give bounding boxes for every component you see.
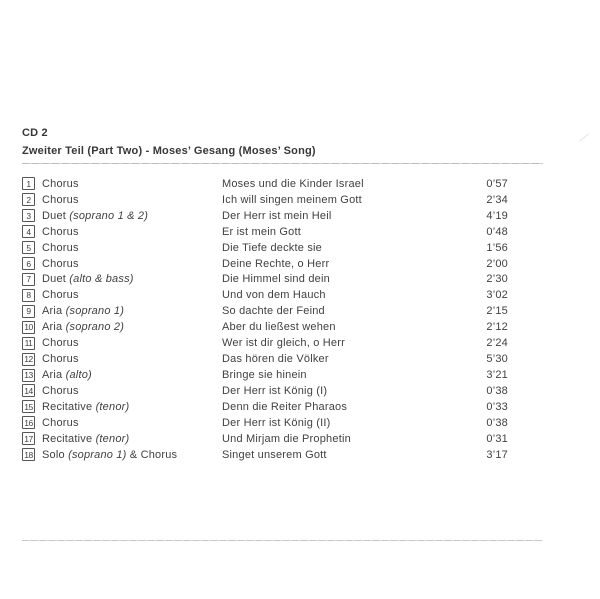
track-performers-voice: (alto) [65,369,92,382]
track-number-box [22,337,35,350]
track-number: 14 [24,385,33,396]
track-duration: 4’19 [486,209,508,222]
track-number-box [22,353,35,366]
track-duration: 1’56 [486,241,508,254]
track-duration: 3’17 [486,448,508,461]
track-title: Die Himmel sind dein [222,273,330,286]
track-row [22,351,508,367]
track-row [22,272,508,288]
track-duration: 2’15 [486,305,508,318]
track-performers-prefix: Chorus [42,353,79,366]
track-performers [42,401,222,413]
track-performers-prefix: Chorus [42,257,79,270]
track-performers-voice: (soprano 1) [65,305,125,318]
track-title: Ich will singen meinem Gott [222,193,362,206]
divider-top [22,163,543,164]
track-performers-suffix: & Chorus [126,448,178,461]
track-title: Aber du ließest wehen [222,321,336,334]
track-duration: 0’38 [486,416,508,429]
track-title: Er ist mein Gott [222,225,301,238]
track-performers-prefix: Chorus [42,337,79,350]
track-title: Der Herr ist König (II) [222,416,331,429]
track-performers-prefix: Chorus [42,289,79,302]
track-row [22,208,508,224]
track-performers-prefix: Aria [42,305,66,318]
track-performers [42,353,222,365]
track-performers [42,449,222,461]
track-row [22,399,508,415]
track-performers-voice: (tenor) [95,400,130,413]
track-title: So dachte der Feind [222,305,325,318]
track-duration: 0’57 [486,177,508,190]
track-number: 11 [24,338,33,349]
track-row [22,415,508,431]
track-performers [42,433,222,445]
track-title: Der Herr ist König (I) [222,384,328,397]
track-row [22,240,508,256]
track-number-box [22,257,35,270]
track-performers [42,369,222,381]
track-duration: 2’12 [486,321,508,334]
track-row [22,447,508,463]
divider-bottom [22,540,543,541]
track-title: Denn die Reiter Pharaos [222,400,348,413]
track-title: Die Tiefe deckte sie [222,241,322,254]
track-duration: 2’00 [486,257,508,270]
track-row [22,431,508,447]
track-performers-prefix: Duet [42,209,70,222]
track-performers-voice: (soprano 2) [65,321,125,334]
track-number-box [22,448,35,461]
track-performers [42,178,222,190]
track-number-box [22,305,35,318]
track-number: 12 [24,354,33,365]
track-number: 13 [24,370,33,381]
track-duration: 3’21 [486,369,508,382]
track-title: Bringe sie hinein [222,369,307,382]
track-performers [42,273,222,285]
track-number: 9 [26,306,31,317]
track-number-box [22,177,35,190]
track-duration: 0’38 [486,384,508,397]
track-performers [42,321,222,333]
track-number-box [22,400,35,413]
track-number: 8 [26,290,31,301]
track-performers-prefix: Recitative [42,432,96,445]
track-title: Moses und die Kinder Israel [222,177,364,190]
track-number: 4 [26,226,31,237]
track-number: 17 [24,433,33,444]
track-performers [42,226,222,238]
track-performers-voice: (soprano 1) [68,448,127,461]
track-row [22,192,508,208]
track-number-box [22,273,35,286]
track-number: 16 [24,417,33,428]
track-title: Und von dem Hauch [222,289,326,302]
photo-artifact [579,133,589,141]
track-number-box [22,432,35,445]
track-row [22,256,508,272]
track-performers-voice: (alto & bass) [69,273,134,286]
track-performers-voice: (soprano 1 & 2) [69,209,149,222]
track-number: 10 [24,322,33,333]
cd-label: CD 2 [22,127,48,139]
track-duration: 3’02 [486,289,508,302]
track-number-box [22,209,35,222]
track-performers [42,337,222,349]
track-duration: 2’30 [486,273,508,286]
track-row [22,224,508,240]
track-number-box [22,384,35,397]
track-number-box [22,241,35,254]
track-number-box [22,416,35,429]
track-performers-prefix: Aria [42,369,66,382]
track-duration: 2’24 [486,337,508,350]
track-number: 18 [24,449,33,460]
page-header [22,127,316,158]
track-row [22,319,508,335]
track-number: 3 [26,210,31,221]
track-performers-prefix: Solo [42,448,69,461]
track-title: Und Mirjam die Prophetin [222,432,351,445]
track-number-box [22,321,35,334]
tracklist [22,176,508,463]
track-performers-prefix: Chorus [42,416,79,429]
track-duration: 5’30 [486,353,508,366]
track-number-box [22,225,35,238]
track-row [22,303,508,319]
track-performers [42,258,222,270]
track-number: 6 [26,258,31,269]
section-title: Zweiter Teil (Part Two) - Moses’ Gesang (Moses’ Song) [22,145,316,157]
track-number: 7 [26,274,31,285]
track-performers [42,385,222,397]
track-number: 1 [26,178,31,189]
track-performers [42,210,222,222]
track-performers-voice: (tenor) [95,432,130,445]
track-performers-prefix: Chorus [42,384,79,397]
track-number-box [22,289,35,302]
track-performers [42,242,222,254]
track-performers-prefix: Aria [42,321,66,334]
track-performers [42,194,222,206]
track-title: Wer ist dir gleich, o Herr [222,337,345,350]
track-title: Singet unserem Gott [222,448,327,461]
track-performers-prefix: Chorus [42,193,79,206]
track-performers-prefix: Chorus [42,241,79,254]
track-number-box [22,193,35,206]
track-performers-prefix: Chorus [42,225,79,238]
track-title: Das hören die Völker [222,353,329,366]
track-title: Deine Rechte, o Herr [222,257,330,270]
track-row [22,335,508,351]
track-row [22,287,508,303]
track-performers [42,289,222,301]
track-number-box [22,369,35,382]
track-duration: 0’48 [486,225,508,238]
track-performers-prefix: Recitative [42,400,96,413]
track-number: 15 [24,401,33,412]
track-duration: 2’34 [486,193,508,206]
track-row [22,176,508,192]
track-performers [42,417,222,429]
track-row [22,383,508,399]
track-duration: 0’33 [486,400,508,413]
track-title: Der Herr ist mein Heil [222,209,332,222]
track-performers-prefix: Chorus [42,177,79,190]
track-performers-prefix: Duet [42,273,70,286]
track-number: 2 [26,194,31,205]
track-duration: 0’31 [486,432,508,445]
track-performers [42,305,222,317]
track-row [22,367,508,383]
track-number: 5 [26,242,31,253]
